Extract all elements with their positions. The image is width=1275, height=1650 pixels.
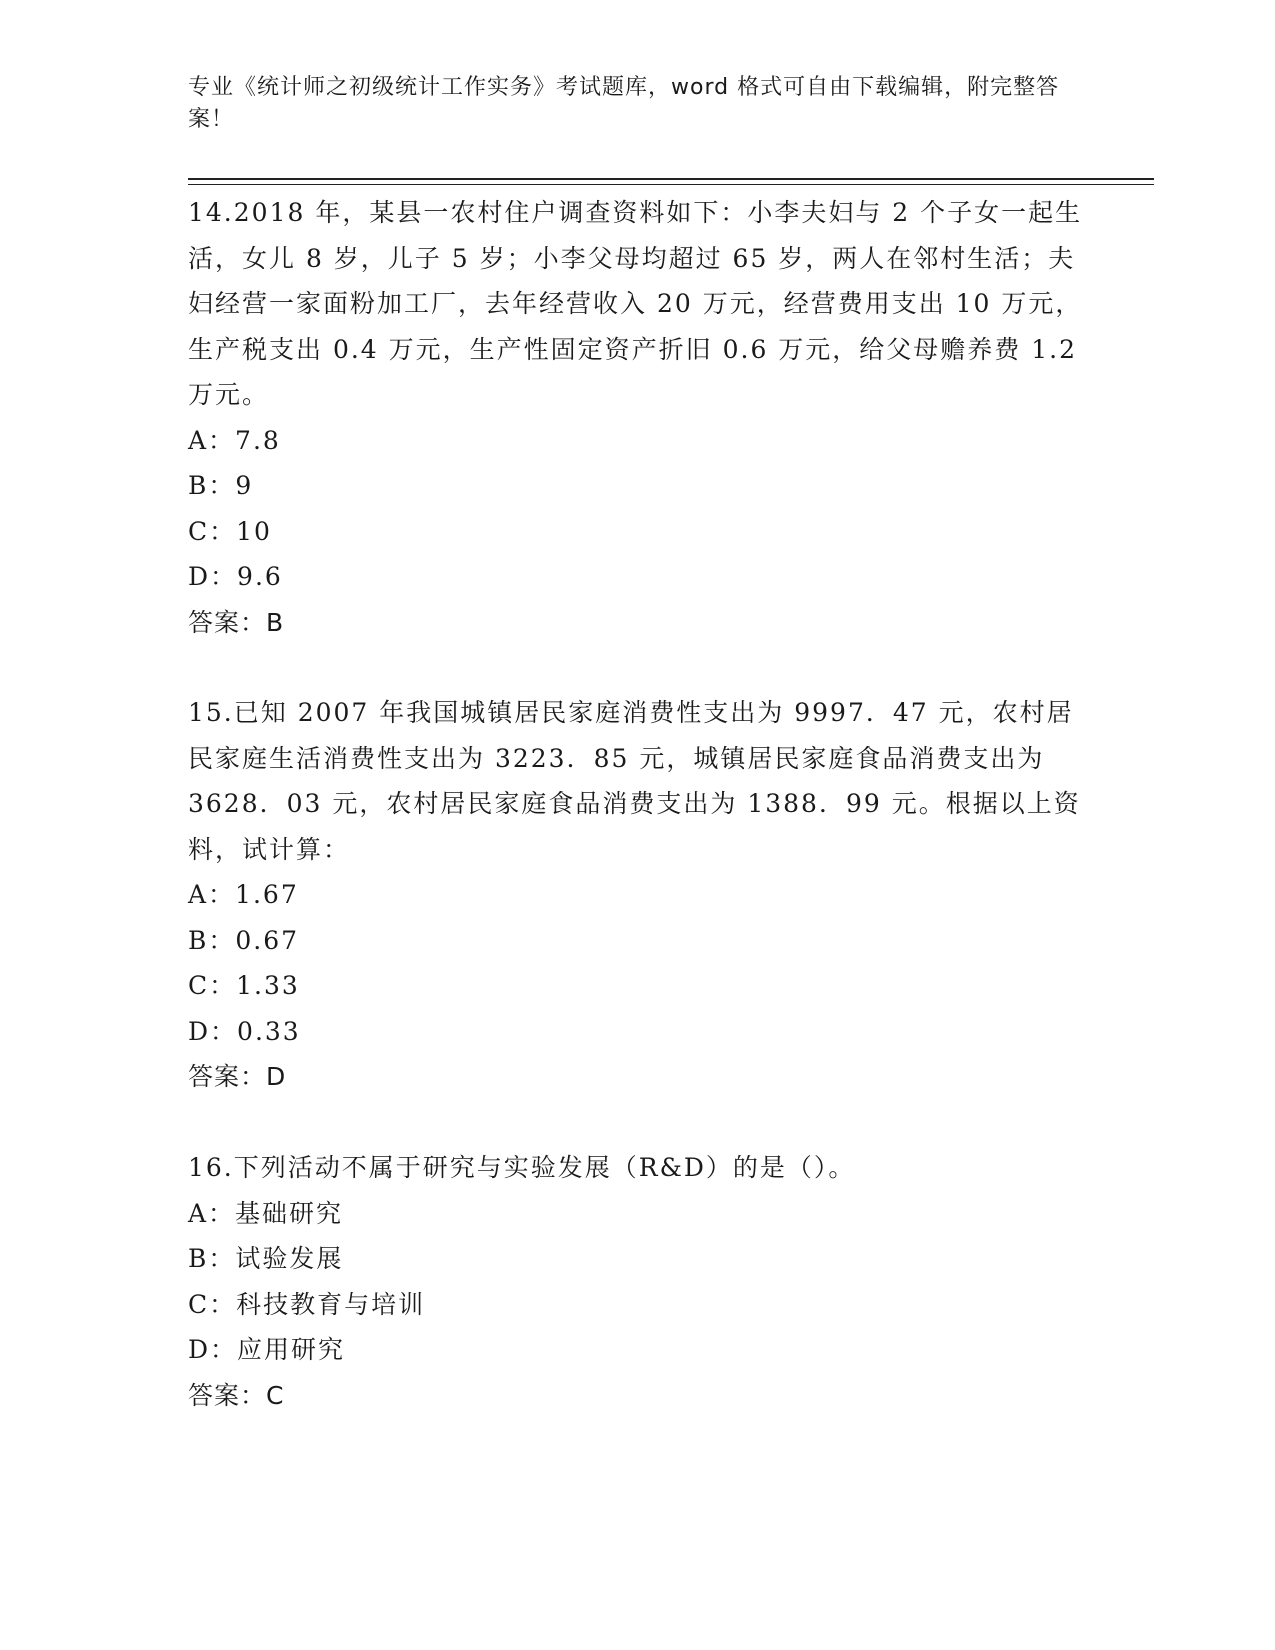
header-divider-thin: [188, 184, 1154, 185]
question-15: [188, 690, 1088, 1100]
option-a: A：基础研究: [188, 1198, 344, 1228]
option-b: B：0.67: [188, 925, 300, 955]
option-d: D：9.6: [188, 562, 283, 591]
question-14: [188, 190, 1088, 645]
answer-line: 答案：B: [188, 607, 285, 637]
option-b: B：9: [188, 471, 254, 500]
question-stem: 16.下列活动不属于研究与实验发展（R&D）的是（）。: [188, 1153, 856, 1182]
option-c: C：1.33: [188, 971, 300, 1000]
answer-line: 答案：D: [188, 1062, 287, 1091]
question-16: [188, 1145, 1088, 1418]
option-b: B：试验发展: [188, 1244, 344, 1273]
option-d: D：应用研究: [188, 1335, 346, 1364]
question-stem: 15.已知 2007 年我国城镇居民家庭消费性支出为 9997．47 元，农村居民家庭生活消费性支出为 3223．85 元，城镇居民家庭食品消费支出为 3628．03 元，农村居民家庭食品消费支出为 1388．99 元。根据以上资料，试计算：: [188, 698, 1081, 864]
option-c: C：10: [188, 516, 272, 546]
option-d: D：0.33: [188, 1016, 301, 1046]
option-a: A：7.8: [188, 425, 281, 455]
document-header: 专业《统计师之初级统计工作实务》考试题库，word 格式可自由下载编辑，附完整答案！: [188, 75, 1060, 132]
option-c: C：科技教育与培训: [188, 1289, 426, 1319]
question-stem: 14.2018 年，某县一农村住户调查资料如下：小李夫妇与 2 个子女一起生活，女儿 8 岁，儿子 5 岁；小李父母均超过 65 岁，两人在邻村生活；夫妇经营一家面粉加工厂，去年经营收入 20 万元，经营费用支出 10 万元，生产税支出 0.4 万元，生产性固定资产折旧 0.6 万元，给父母赡养费 1.2 万元。: [188, 198, 1083, 409]
option-a: A：1.67: [188, 880, 299, 909]
header-divider-thick: [188, 178, 1154, 180]
answer-line: 答案：C: [188, 1380, 285, 1410]
